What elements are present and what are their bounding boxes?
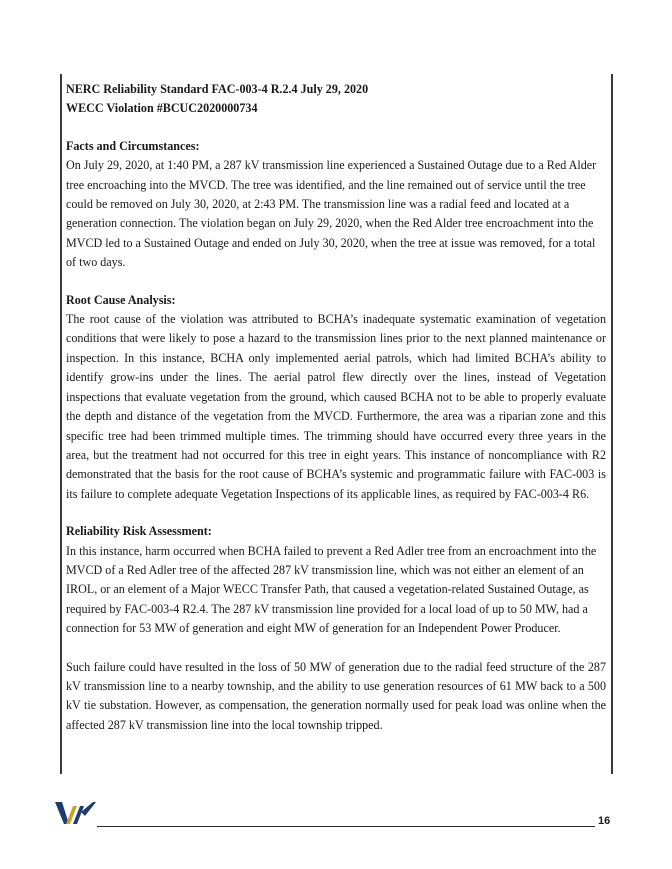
risk-heading: Reliability Risk Assessment: <box>66 524 212 539</box>
facts-text: On July 29, 2020, at 1:40 PM, a 287 kV transmission line experienced a Sustained Outage due to a Red Alder tree encroaching into the MVCD. The tree was identified, and the line remained out of service until the tree could be removed on July 30, 2020, at 2:43 PM. The transmission line was a radial feed and located at a generation connection. The violation began on July 29, 2020, when the Red Alder tree encroachment into the MVCD led to a Sustained Outage and ended on July 30, 2020, when the tree at issue was removed, for a total of two days. <box>66 158 597 270</box>
root-cause-text: The root cause of the violation was attributed to BCHA’s inadequate systematic examination of vegetation conditions that were likely to pose a hazard to the transmission lines prior to the next planned maintenance or inspection. In this instance, BCHA only implemented aerial patrols, which had limited BCHA’s ability to identify grow-ins under the lines. The aerial patrol flew directly over the lines, instead of Vegetation inspections that evaluate vegetation from the ground, which caused BCHA not to be able to properly evaluate the depth and distance of the vegetation from the MVCD. Furthermore, the area was a riparian zone and this specific tree had been trimmed multiple times. The trimming should have occurred every three years in the area, but the treatment had not occurred for this tree in eight years. This instance of noncompliance with R2 demonstrated that the basis for the root cause of BCHA’s systemic and programmatic failure with FAC-003 is its failure to complete adequate Vegetation Inspections of its applicable lines, as required by FAC-003-4 R6. <box>66 312 606 501</box>
facts-heading: Facts and Circumstances: <box>66 138 200 153</box>
logo-left-stroke <box>55 802 69 824</box>
risk-text-2: Such failure could have resulted in the loss of 50 MW of generation due to the radial feed structure of the 287 kV transmission line to a nearby township, and the ability to use generation resources of 61 MW back to a 500 kV tie substation. However, as compensation, the generation normally used for peak load was online when the affected 287 kV transmission line into the local township tripped. <box>66 659 606 732</box>
risk-text: In this instance, harm occurred when BCHA failed to prevent a Red Adler tree from an encroachment into the MVCD of a Red Adler tree of the affected 287 kV transmission line, which was not either an element of an IROL, or an element of a Major WECC Transfer Path, that caused a vegetation-related Sustained Outage, as required by FAC-003-4 R2.4. The 287 kV transmission line provided for a local load of up to 50 MW, had a connection for 53 MW of generation and eight MW of generation for an Independent Power Producer. <box>66 543 597 636</box>
page-content <box>66 80 606 735</box>
root-cause-heading: Root Cause Analysis: <box>66 292 176 307</box>
logo-tail-stroke <box>81 802 96 816</box>
footer-rule <box>97 826 595 827</box>
violation-id: WECC Violation #BCUC2020000734 <box>66 101 258 116</box>
page-number: 16 <box>598 815 611 827</box>
wecc-logo-icon <box>53 798 97 828</box>
standard-title: NERC Reliability Standard FAC-003-4 R.2.4 July 29, 2020 <box>66 82 369 96</box>
